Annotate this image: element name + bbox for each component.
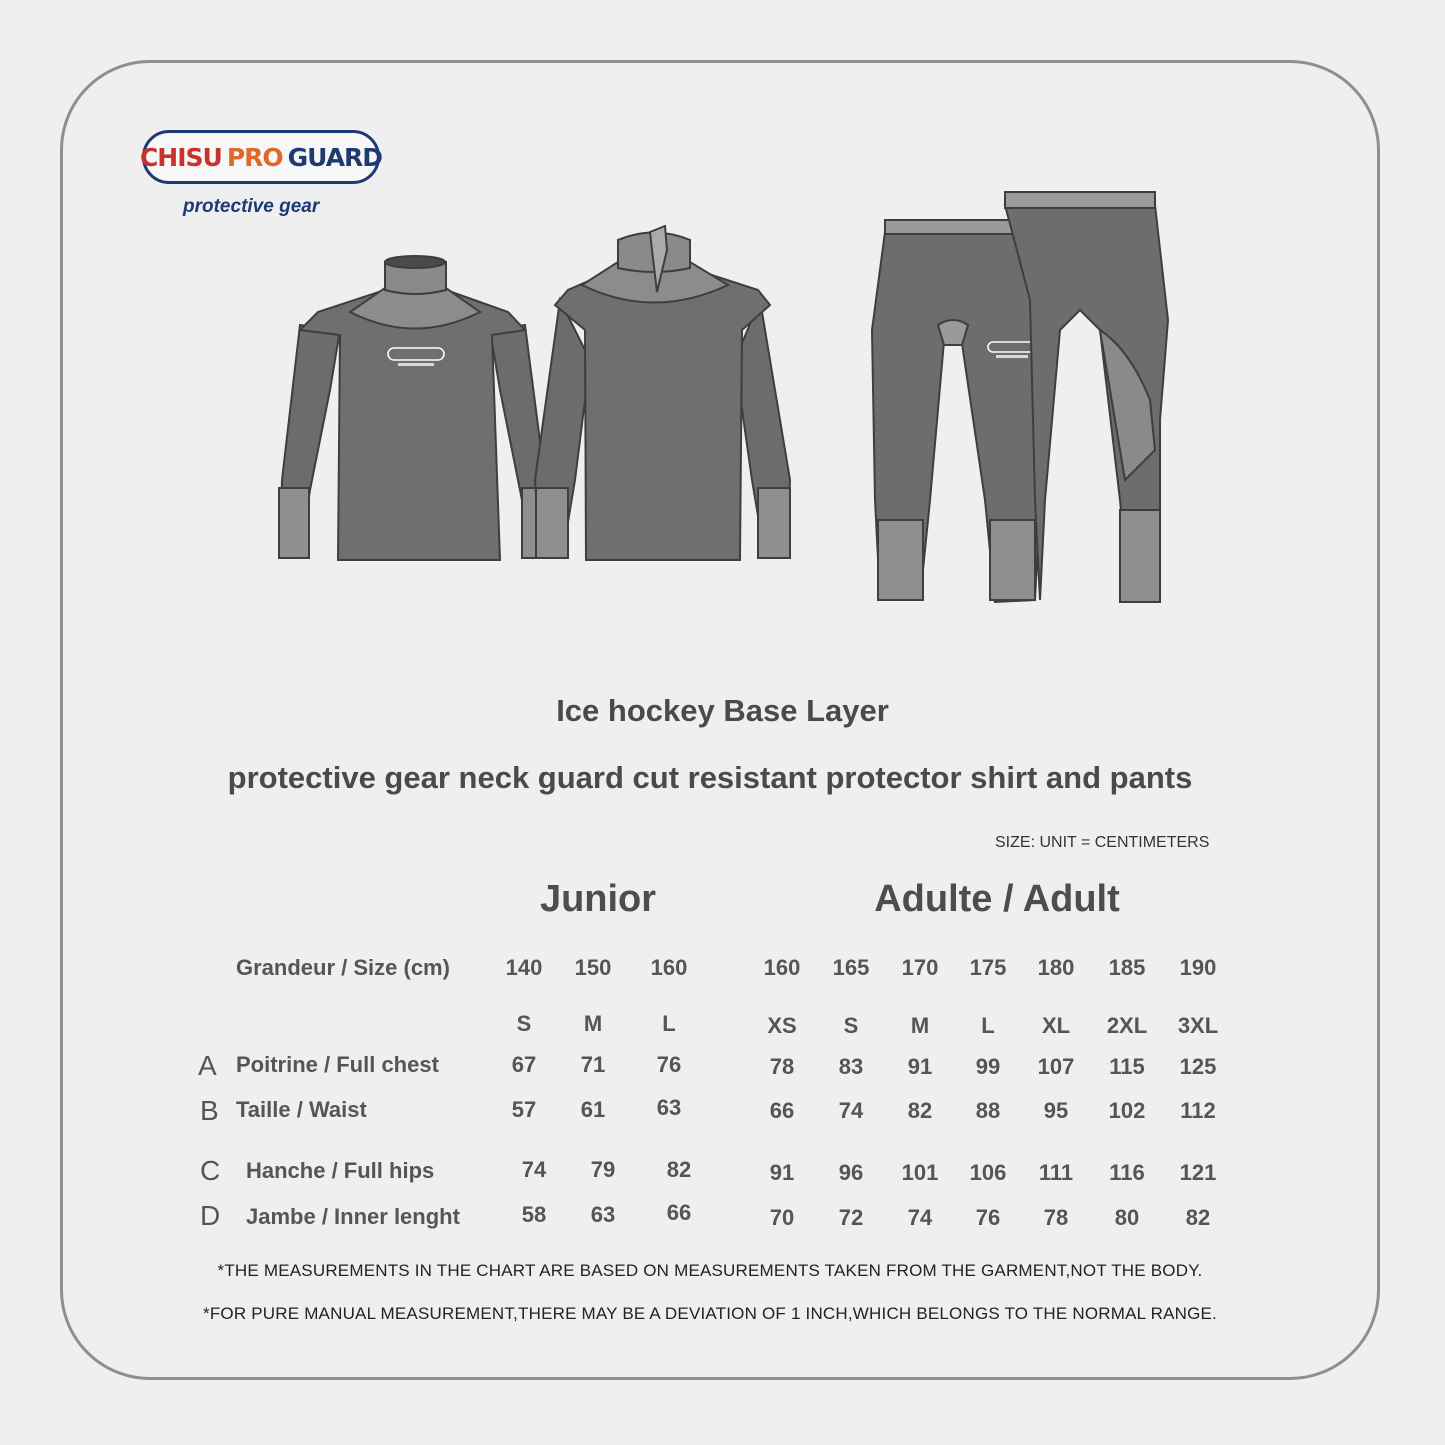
junior-size-cm: 140 (505, 955, 543, 980)
measure-cell: 71 (580, 1052, 606, 1077)
row-letter: C (200, 1155, 221, 1186)
measure-cell: 61 (580, 1097, 606, 1122)
measure-cell: 58 (521, 1202, 547, 1227)
adult-size-cm: 180 (1037, 955, 1075, 980)
measure-cell: 70 (769, 1205, 795, 1230)
adult-size-letter: L (981, 1013, 995, 1038)
adult-size-cm: 160 (763, 955, 801, 980)
row-letter: B (200, 1095, 219, 1126)
measure-cell: 74 (838, 1098, 864, 1123)
size-row-label: Grandeur / Size (cm) (236, 955, 450, 980)
measure-cell: 111 (1038, 1160, 1074, 1185)
logo-word-2: PRO (226, 142, 283, 172)
adult-size-letter: XL (1041, 1013, 1071, 1038)
measure-cell: 66 (666, 1200, 692, 1225)
row-label: Poitrine / Full chest (236, 1052, 439, 1077)
junior-size-letter: S (516, 1011, 532, 1036)
junior-size-cm: 160 (650, 955, 688, 980)
adult-size-cm: 170 (901, 955, 939, 980)
measure-cell: 121 (1179, 1160, 1217, 1185)
brand-tagline: protective gear (183, 196, 320, 217)
measure-cell: 83 (838, 1054, 864, 1079)
measure-cell: 66 (769, 1098, 795, 1123)
logo-word-1: CHISU (139, 142, 222, 172)
measure-cell: 63 (590, 1202, 616, 1227)
measure-cell: 78 (769, 1054, 795, 1079)
measure-cell: 76 (656, 1052, 682, 1077)
adult-size-letter: S (843, 1013, 859, 1038)
measure-cell: 67 (511, 1052, 537, 1077)
adult-size-letter: M (910, 1013, 930, 1038)
measure-cell: 82 (666, 1157, 692, 1182)
row-letter: D (200, 1200, 221, 1231)
junior-heading: Junior (539, 878, 657, 920)
measure-cell: 76 (975, 1205, 1001, 1230)
measure-cell: 102 (1108, 1098, 1146, 1123)
logo-word-3: GUARD (287, 142, 383, 172)
measure-cell: 74 (521, 1157, 547, 1182)
product-subtitle: protective gear neck guard cut resistant protector shirt and pants (227, 760, 1193, 795)
product-title: Ice hockey Base Layer (556, 693, 889, 728)
measure-cell: 95 (1043, 1098, 1069, 1123)
measure-cell: 57 (511, 1097, 537, 1122)
measure-cell: 82 (1185, 1205, 1211, 1230)
row-letter: A (198, 1050, 217, 1081)
measure-cell: 115 (1109, 1054, 1145, 1079)
measure-cell: 112 (1180, 1098, 1216, 1123)
garment-illustrations (0, 0, 1445, 640)
adult-size-cm: 190 (1179, 955, 1217, 980)
junior-size-cm: 150 (574, 955, 612, 980)
measure-cell: 63 (656, 1095, 682, 1120)
footnote-garment: *THE MEASUREMENTS IN THE CHART ARE BASED ON MEASUREMENTS TAKEN FROM THE GARMENT,NOT THE BODY. (217, 1261, 1203, 1280)
measure-cell: 96 (838, 1160, 864, 1185)
row-label: Jambe / Inner lenght (246, 1204, 460, 1229)
measure-cell: 79 (590, 1157, 616, 1182)
row-label: Hanche / Full hips (246, 1158, 435, 1183)
measure-cell: 107 (1037, 1054, 1075, 1079)
measure-cell: 101 (901, 1160, 939, 1185)
measure-cell: 88 (975, 1098, 1001, 1123)
adult-size-cm: 175 (969, 955, 1007, 980)
junior-size-letter: L (662, 1011, 676, 1036)
adult-size-letter: XS (767, 1013, 797, 1038)
adult-size-cm: 185 (1108, 955, 1146, 980)
measure-cell: 116 (1109, 1160, 1145, 1185)
unit-note: SIZE: UNIT = CENTIMETERS (995, 834, 1210, 851)
adult-size-letter: 3XL (1177, 1013, 1219, 1038)
footnote-deviation: *FOR PURE MANUAL MEASUREMENT,THERE MAY BE A DEVIATION OF 1 INCH,WHICH BELONGS TO THE NORMAL RANGE. (203, 1304, 1217, 1323)
shirt-front-illustration (279, 256, 553, 560)
measure-cell: 99 (975, 1054, 1001, 1079)
row-label: Taille / Waist (236, 1097, 367, 1122)
measure-cell: 74 (907, 1205, 933, 1230)
shirt-back-illustration (535, 226, 790, 560)
measure-cell: 78 (1043, 1205, 1069, 1230)
measure-cell: 82 (907, 1098, 933, 1123)
junior-size-letter: M (583, 1011, 603, 1036)
measure-cell: 91 (769, 1160, 795, 1185)
measure-cell: 91 (907, 1054, 933, 1079)
measure-cell: 72 (838, 1205, 864, 1230)
adult-size-letter: 2XL (1106, 1013, 1148, 1038)
measure-cell: 80 (1114, 1205, 1140, 1230)
measure-cell: 106 (969, 1160, 1007, 1185)
measure-cell: 125 (1179, 1054, 1217, 1079)
adult-size-cm: 165 (832, 955, 870, 980)
adult-heading: Adulte / Adult (874, 878, 1120, 920)
